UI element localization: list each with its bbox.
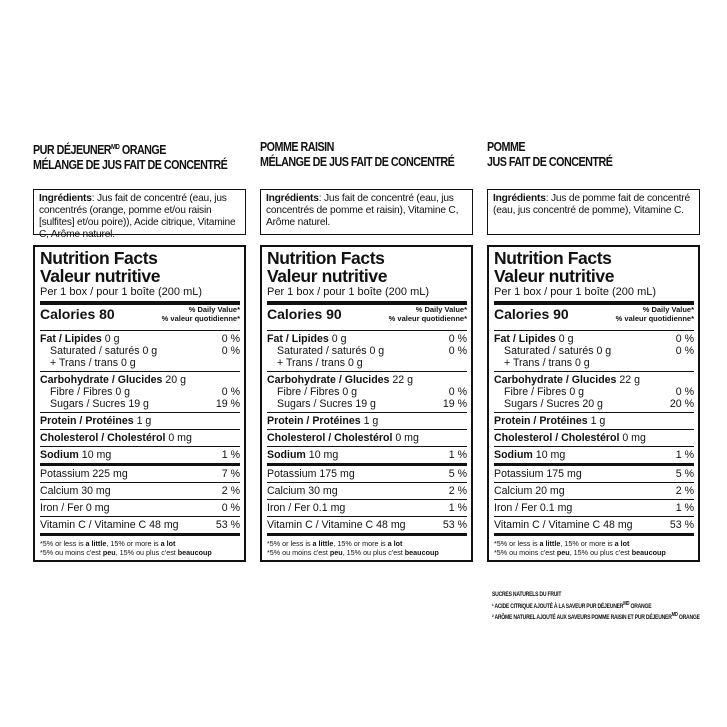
note-text-rest: ORANGE [629,602,652,610]
trans: + Trans / trans 0 g [277,357,363,369]
note-citric-acid [492,600,700,612]
fn-text: , 15% or more is [333,539,388,548]
fn-bold: beaucoup [177,548,212,557]
fat-pct: 0 % [448,333,467,345]
fat-group [494,331,694,372]
calories-row [267,305,467,331]
ingredients-box [487,189,700,235]
calories-row [494,305,694,331]
dv-en: % Daily Value* [188,305,240,314]
trademark-sup: MD [623,600,630,607]
protein-row [494,413,694,430]
sodium-pct: 1 % [675,449,694,461]
carb-amount: 22 g [619,374,641,386]
vitamin-c-row [267,517,467,536]
carb-amount: 20 g [165,374,187,386]
sodium-amount: 10 mg [308,449,339,461]
nf-title-fr: Valeur nutritive [267,266,388,286]
carb-group [267,372,467,413]
fat-amount: 0 g [331,333,347,345]
fn-text: *5% or less is [494,539,540,548]
vitamin-c-pct: 53 % [442,519,467,531]
chol-label: Cholesterol / Cholestérol [40,432,166,444]
chol-amount: 0 mg [395,432,419,444]
fat-pct: 0 % [675,333,694,345]
iron-pct: 0 % [221,502,240,514]
product-heading [33,140,246,176]
fat-amount: 0 g [104,333,120,345]
product-column-orange [33,140,246,562]
fibre-pct: 0 % [448,386,467,398]
fn-bold: peu [102,548,116,557]
vitamin-c-pct: 53 % [669,519,694,531]
note-natural-flavour [492,611,700,623]
calcium-row [40,483,240,500]
carb-label: Carbohydrate / Glucides [267,374,390,386]
product-description: MÉLANGE DE JUS FAIT DE CONCENTRÉ [260,155,455,169]
sugars-amount: 19 g [355,398,376,410]
carb-group [494,372,694,413]
cholesterol-row [494,430,694,447]
carb-label: Carbohydrate / Glucides [494,374,617,386]
nf-title-fr: Valeur nutritive [40,266,161,286]
fn-text: *5% or less is [267,539,313,548]
protein-row [40,413,240,430]
product-name [33,140,216,158]
label-notes [492,591,727,623]
fn-text: , 15% or more is [560,539,615,548]
sat-trans-pct: 0 % [448,345,467,357]
nf-title-en: Nutrition Facts [40,248,158,268]
sodium-row [267,447,467,466]
sat-trans-pct: 0 % [675,345,694,357]
sodium-amount: 10 mg [535,449,566,461]
vitamin-c-row [40,517,240,536]
iron-row [267,500,467,517]
sugars-pct: 20 % [669,398,694,410]
ingredients-box [260,189,473,235]
product-description: JUS FAIT DE CONCENTRÉ [487,155,613,169]
sugars-pct: 19 % [442,398,467,410]
trademark-sup: MD [111,144,120,151]
product-name [487,140,670,155]
fn-bold: a lot [160,539,176,548]
chol-label: Cholesterol / Cholestérol [267,432,393,444]
vitamin-c: Vitamin C / Vitamine C 48 mg [267,519,406,531]
daily-value-header [162,306,240,323]
fn-text: , 15% ou plus c'est [342,548,405,557]
calcium-pct: 2 % [675,485,694,497]
fn-bold: beaucoup [404,548,439,557]
potassium-row [494,466,694,483]
potassium: Potassium 175 mg [267,468,355,480]
trademark-sup: MD [671,612,678,619]
fat-group [40,331,240,372]
trans: + Trans / trans 0 g [50,357,136,369]
calcium-pct: 2 % [221,485,240,497]
protein-label: Protein / Protéines [267,415,361,427]
fn-bold: a little [539,539,561,548]
fn-bold: peu [556,548,570,557]
fn-bold: a lot [614,539,630,548]
fn-bold: a little [312,539,334,548]
potassium-row [267,466,467,483]
fat-label: Fat / Lipides [40,333,102,345]
protein-label: Protein / Protéines [40,415,134,427]
saturated: Saturated / saturés 0 g [504,345,612,357]
dv-en: % Daily Value* [642,305,694,314]
ingredients-box [33,189,246,240]
footnote [40,536,240,557]
note-text: ² ARÔME NATUREL AJOUTÉ AUX SAVEURS POMME RAISIN ET PUR DÉJEUNER [492,614,672,622]
fn-text: *5% ou moins c'est [267,548,330,557]
chol-amount: 0 mg [622,432,646,444]
protein-amount: 1 g [136,415,152,427]
fat-label: Fat / Lipides [494,333,556,345]
chol-label: Cholesterol / Cholestérol [494,432,620,444]
daily-value-header [389,306,467,323]
nutrition-facts-table [33,245,246,562]
fn-text: *5% ou moins c'est [494,548,557,557]
calcium: Calcium 30 mg [40,485,111,497]
sodium-row [494,447,694,466]
fn-bold: a lot [387,539,403,548]
sodium-amount: 10 mg [81,449,112,461]
fibre: Fibre / Fibres 0 g [50,386,131,398]
calcium-row [267,483,467,500]
nutrition-facts-table [487,245,700,562]
potassium-pct: 7 % [221,468,240,480]
product-column-apple-grape [260,140,473,562]
sugars-label: Sugars / Sucres [277,398,353,410]
iron-pct: 1 % [675,502,694,514]
ingredients-label: Ingrédients [266,193,319,204]
chol-amount: 0 mg [168,432,192,444]
calcium: Calcium 30 mg [267,485,338,497]
nf-title-fr: Valeur nutritive [494,266,615,286]
iron: Iron / Fer 0 mg [40,502,110,514]
ingredients-text: : Jus fait de concentré (eau, jus concentrés de pomme et raisin), Vitamine C, Arôme naturel. [266,193,459,228]
sodium-label: Sodium [494,449,533,461]
fn-text: *5% ou moins c'est [40,548,103,557]
fn-bold: peu [329,548,343,557]
potassium-pct: 5 % [675,468,694,480]
nutrition-facts-table [260,245,473,562]
fn-text: , 15% or more is [106,539,161,548]
daily-value-header [616,306,694,323]
product-column-apple [487,140,700,562]
vitamin-c: Vitamin C / Vitamine C 48 mg [40,519,179,531]
fibre: Fibre / Fibres 0 g [277,386,358,398]
calories: Calories 90 [494,306,569,322]
dv-en: % Daily Value* [415,305,467,314]
iron-row [494,500,694,517]
fibre: Fibre / Fibres 0 g [504,386,585,398]
sat-trans-pct: 0 % [221,345,240,357]
product-name-text: POMME RAISIN [260,140,334,154]
sugars-amount: 19 g [128,398,149,410]
potassium: Potassium 225 mg [40,468,128,480]
product-name-text: PUR DÉJEUNER [33,143,112,158]
fn-text: , 15% ou plus c'est [569,548,632,557]
fibre-pct: 0 % [675,386,694,398]
product-name-rest: ORANGE [119,143,166,158]
cholesterol-row [267,430,467,447]
cholesterol-row [40,430,240,447]
calcium-row [494,483,694,500]
saturated: Saturated / saturés 0 g [277,345,385,357]
protein-amount: 1 g [590,415,606,427]
carb-label: Carbohydrate / Glucides [40,374,163,386]
iron: Iron / Fer 0.1 mg [267,502,346,514]
protein-row [267,413,467,430]
note-text-rest: ORANGE [677,614,700,622]
sodium-pct: 1 % [221,449,240,461]
calcium: Calcium 20 mg [494,485,565,497]
fn-text: *5% or less is [40,539,86,548]
calories: Calories 80 [40,306,115,322]
footnote [267,536,467,557]
nf-title-en: Nutrition Facts [494,248,612,268]
trans: + Trans / trans 0 g [504,357,590,369]
fat-label: Fat / Lipides [267,333,329,345]
sugars-pct: 19 % [215,398,240,410]
ingredients-text: : Jus fait de concentré (eau, jus concentrés (orange, pomme et/ou raisin [sulfites] et/ou poire)), Acide citrique, Vitamine C, Arôme naturel. [39,193,236,240]
product-description: MÉLANGE DE JUS FAIT DE CONCENTRÉ [33,158,228,173]
sodium-label: Sodium [267,449,306,461]
dv-fr: % valeur quotidienne* [388,313,467,323]
carb-amount: 22 g [392,374,414,386]
dv-fr: % valeur quotidienne* [615,313,694,323]
potassium-pct: 5 % [448,468,467,480]
serving-size: Per 1 box / pour 1 boîte (200 mL) [40,285,240,305]
vitamin-c: Vitamin C / Vitamine C 48 mg [494,519,633,531]
protein-amount: 1 g [363,415,379,427]
product-heading [487,140,700,176]
product-name-text: POMME [487,140,526,154]
sugars-label: Sugars / Sucres [50,398,126,410]
potassium-row [40,466,240,483]
iron: Iron / Fer 0.1 mg [494,502,573,514]
sodium-pct: 1 % [448,449,467,461]
product-name [260,140,443,155]
dv-fr: % valeur quotidienne* [161,313,240,323]
serving-size: Per 1 box / pour 1 boîte (200 mL) [494,285,694,305]
protein-label: Protein / Protéines [494,415,588,427]
fibre-pct: 0 % [221,386,240,398]
footnote [494,536,694,557]
nf-title-en: Nutrition Facts [267,248,385,268]
serving-size: Per 1 box / pour 1 boîte (200 mL) [267,285,467,305]
fat-group [267,331,467,372]
product-heading [260,140,473,176]
carb-group [40,372,240,413]
ingredients-label: Ingrédients [493,193,546,204]
vitamin-c-pct: 53 % [215,519,240,531]
ingredients-label: Ingrédients [39,193,92,204]
calories: Calories 90 [267,306,342,322]
fat-pct: 0 % [221,333,240,345]
fn-text: , 15% ou plus c'est [115,548,178,557]
potassium: Potassium 175 mg [494,468,582,480]
calories-row [40,305,240,331]
saturated: Saturated / saturés 0 g [50,345,158,357]
note-text: ¹ ACIDE CITRIQUE AJOUTÉ À LA SAVEUR PUR DÉJEUNER [492,602,624,610]
iron-row [40,500,240,517]
sodium-label: Sodium [40,449,79,461]
note-natural-sugars: SUCRES NATURELS DU FRUIT [492,591,562,598]
fn-bold: a little [85,539,107,548]
fat-amount: 0 g [558,333,574,345]
sodium-row [40,447,240,466]
calcium-pct: 2 % [448,485,467,497]
ingredients-text: : Jus de pomme fait de concentré (eau, jus concentré de pomme), Vitamine C. [493,193,690,216]
fn-bold: beaucoup [631,548,666,557]
sugars-amount: 20 g [582,398,603,410]
iron-pct: 1 % [448,502,467,514]
sugars-label: Sugars / Sucres [504,398,580,410]
vitamin-c-row [494,517,694,536]
